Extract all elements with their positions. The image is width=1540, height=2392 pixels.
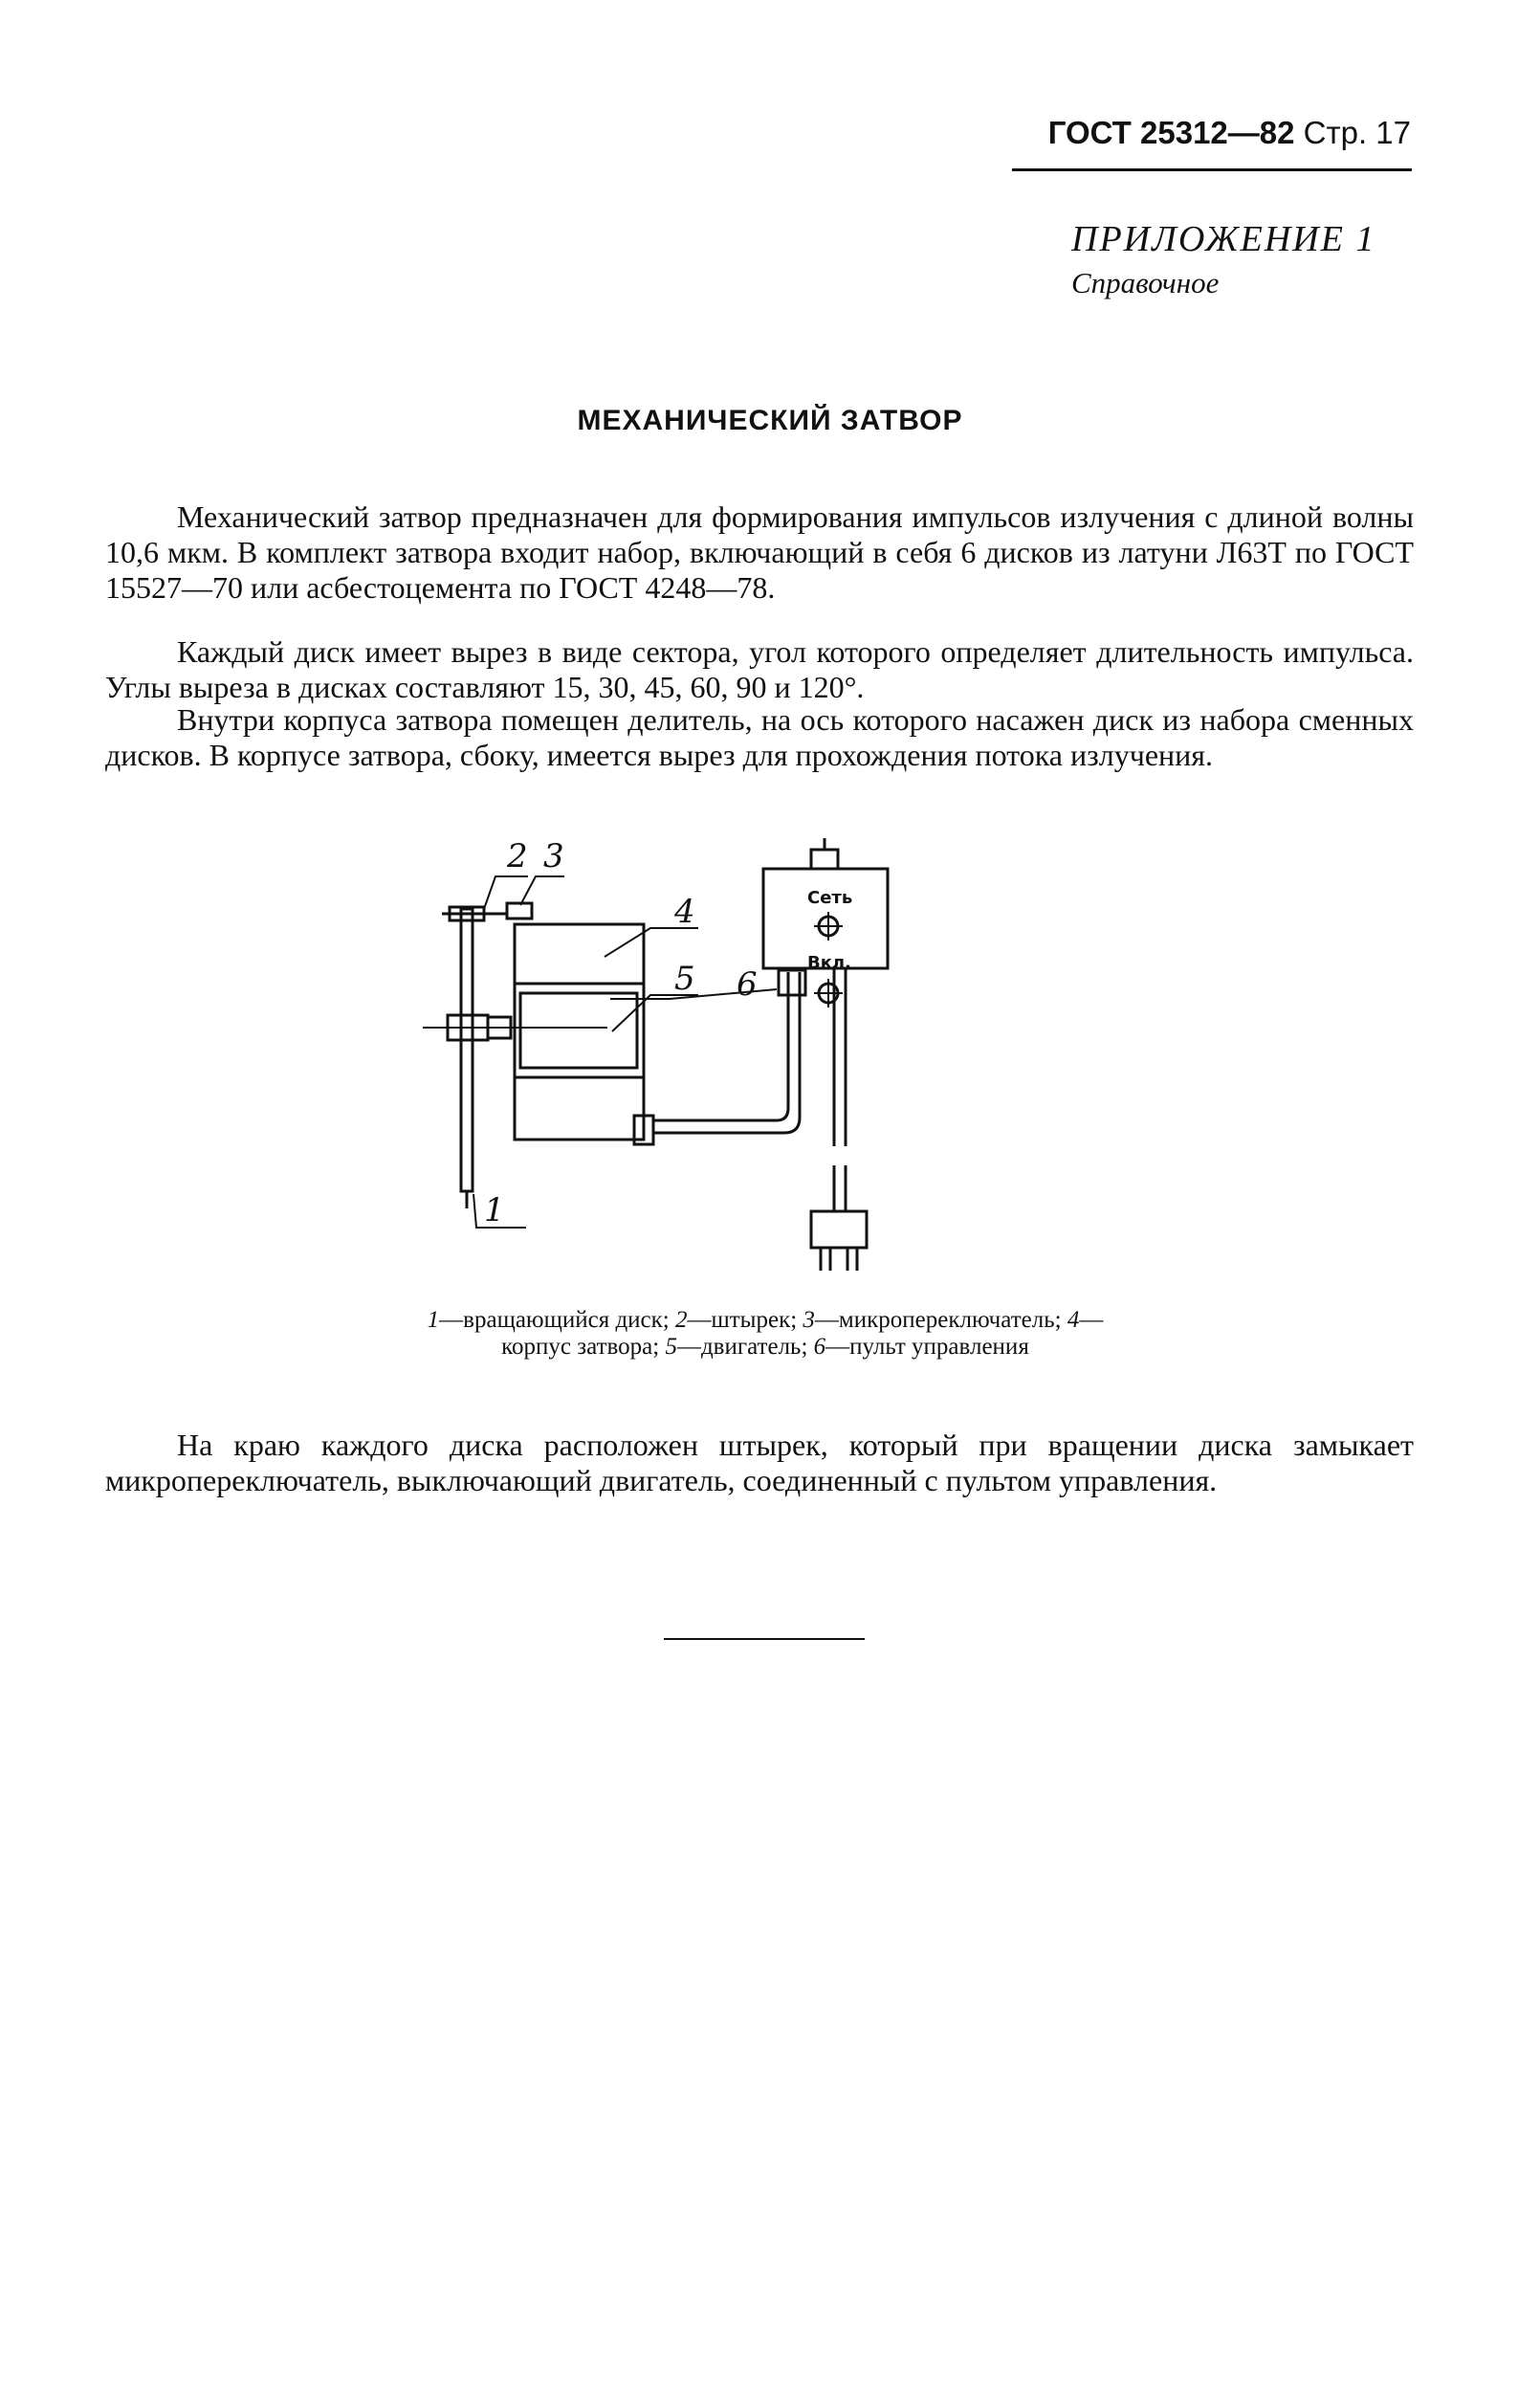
- caption-num-2: 2: [675, 1307, 688, 1333]
- paragraph-1: Механический затвор предназначен для формирования импульсов излучения с длиной волны 10,6 мкм. В комплект затвора входит набор, включающий в себя 6 дисков из латуни Л63Т по ГОСТ 15527—70 или асбестоцемента по ГОСТ 4248—78.: [105, 499, 1414, 605]
- caption-text-2: —штырек;: [687, 1307, 803, 1333]
- appendix-title: ПРИЛОЖЕНИЕ 1: [1071, 219, 1376, 259]
- paragraph-3: Внутри корпуса затвора помещен делитель, на ось которого насажен диск из набора сменных дисков. В корпусе затвора, сбоку, имеется вырез для прохождения потока излучения.: [105, 702, 1414, 772]
- label-on: Вкл.: [807, 953, 851, 973]
- page-header: [1033, 115, 1411, 151]
- caption-num-5: 5: [665, 1334, 677, 1360]
- caption-num-4: 4: [1067, 1307, 1080, 1333]
- appendix-subtitle: Справочное: [1071, 266, 1220, 299]
- label-5: 5: [674, 960, 695, 998]
- label-power: Сеть: [807, 888, 853, 908]
- rotating-disk: [461, 909, 473, 1191]
- leader-5: [612, 995, 698, 1031]
- section-title: МЕХАНИЧЕСКИЙ ЗАТВОР: [577, 405, 963, 436]
- label-1: 1: [484, 1191, 505, 1229]
- label-6: 6: [737, 965, 758, 1004]
- control-unit-top-fitting: [811, 850, 838, 869]
- caption-text-3: —микропереключатель;: [814, 1307, 1067, 1333]
- label-2: 2: [507, 837, 528, 875]
- shutter-diagram: [421, 831, 1090, 1309]
- control-unit-nut: [779, 970, 805, 995]
- microswitch: [507, 903, 532, 919]
- label-3: 3: [543, 837, 564, 875]
- header-page-number: Стр. 17: [1303, 115, 1411, 150]
- plug-body: [811, 1211, 867, 1248]
- caption-text-5: —двигатель;: [676, 1334, 814, 1360]
- caption-num-6: 6: [813, 1334, 826, 1360]
- caption-num-3: 3: [803, 1307, 815, 1333]
- caption-text-4: —корпус затвора;: [501, 1307, 1104, 1360]
- header-doc-number: ГОСТ 25312—82: [1047, 115, 1295, 150]
- end-rule: [664, 1638, 865, 1640]
- leader-4: [605, 928, 698, 957]
- paragraph-4: На краю каждого диска расположен штырек, который при вращении диска замыкает микропереключатель, выключающий двигатель, соединенный с пультом управления.: [105, 1428, 1414, 1497]
- label-4: 4: [674, 893, 695, 931]
- shutter-housing: [515, 924, 644, 1140]
- caption-text-6: —пульт управления: [825, 1334, 1029, 1360]
- leader-3: [520, 876, 564, 905]
- paragraph-2: Каждый диск имеет вырез в виде сектора, угол которого определяет длительность импульса. Углы выреза в дисках составляют 15, 30, 45, 60, 90 и 120°.: [105, 634, 1414, 704]
- caption-num-1: 1: [427, 1307, 440, 1333]
- header-rule: [1012, 168, 1412, 171]
- motor: [520, 993, 637, 1068]
- caption-text-1: —вращающийся диск;: [439, 1307, 675, 1333]
- figure-caption: [407, 1307, 1124, 1361]
